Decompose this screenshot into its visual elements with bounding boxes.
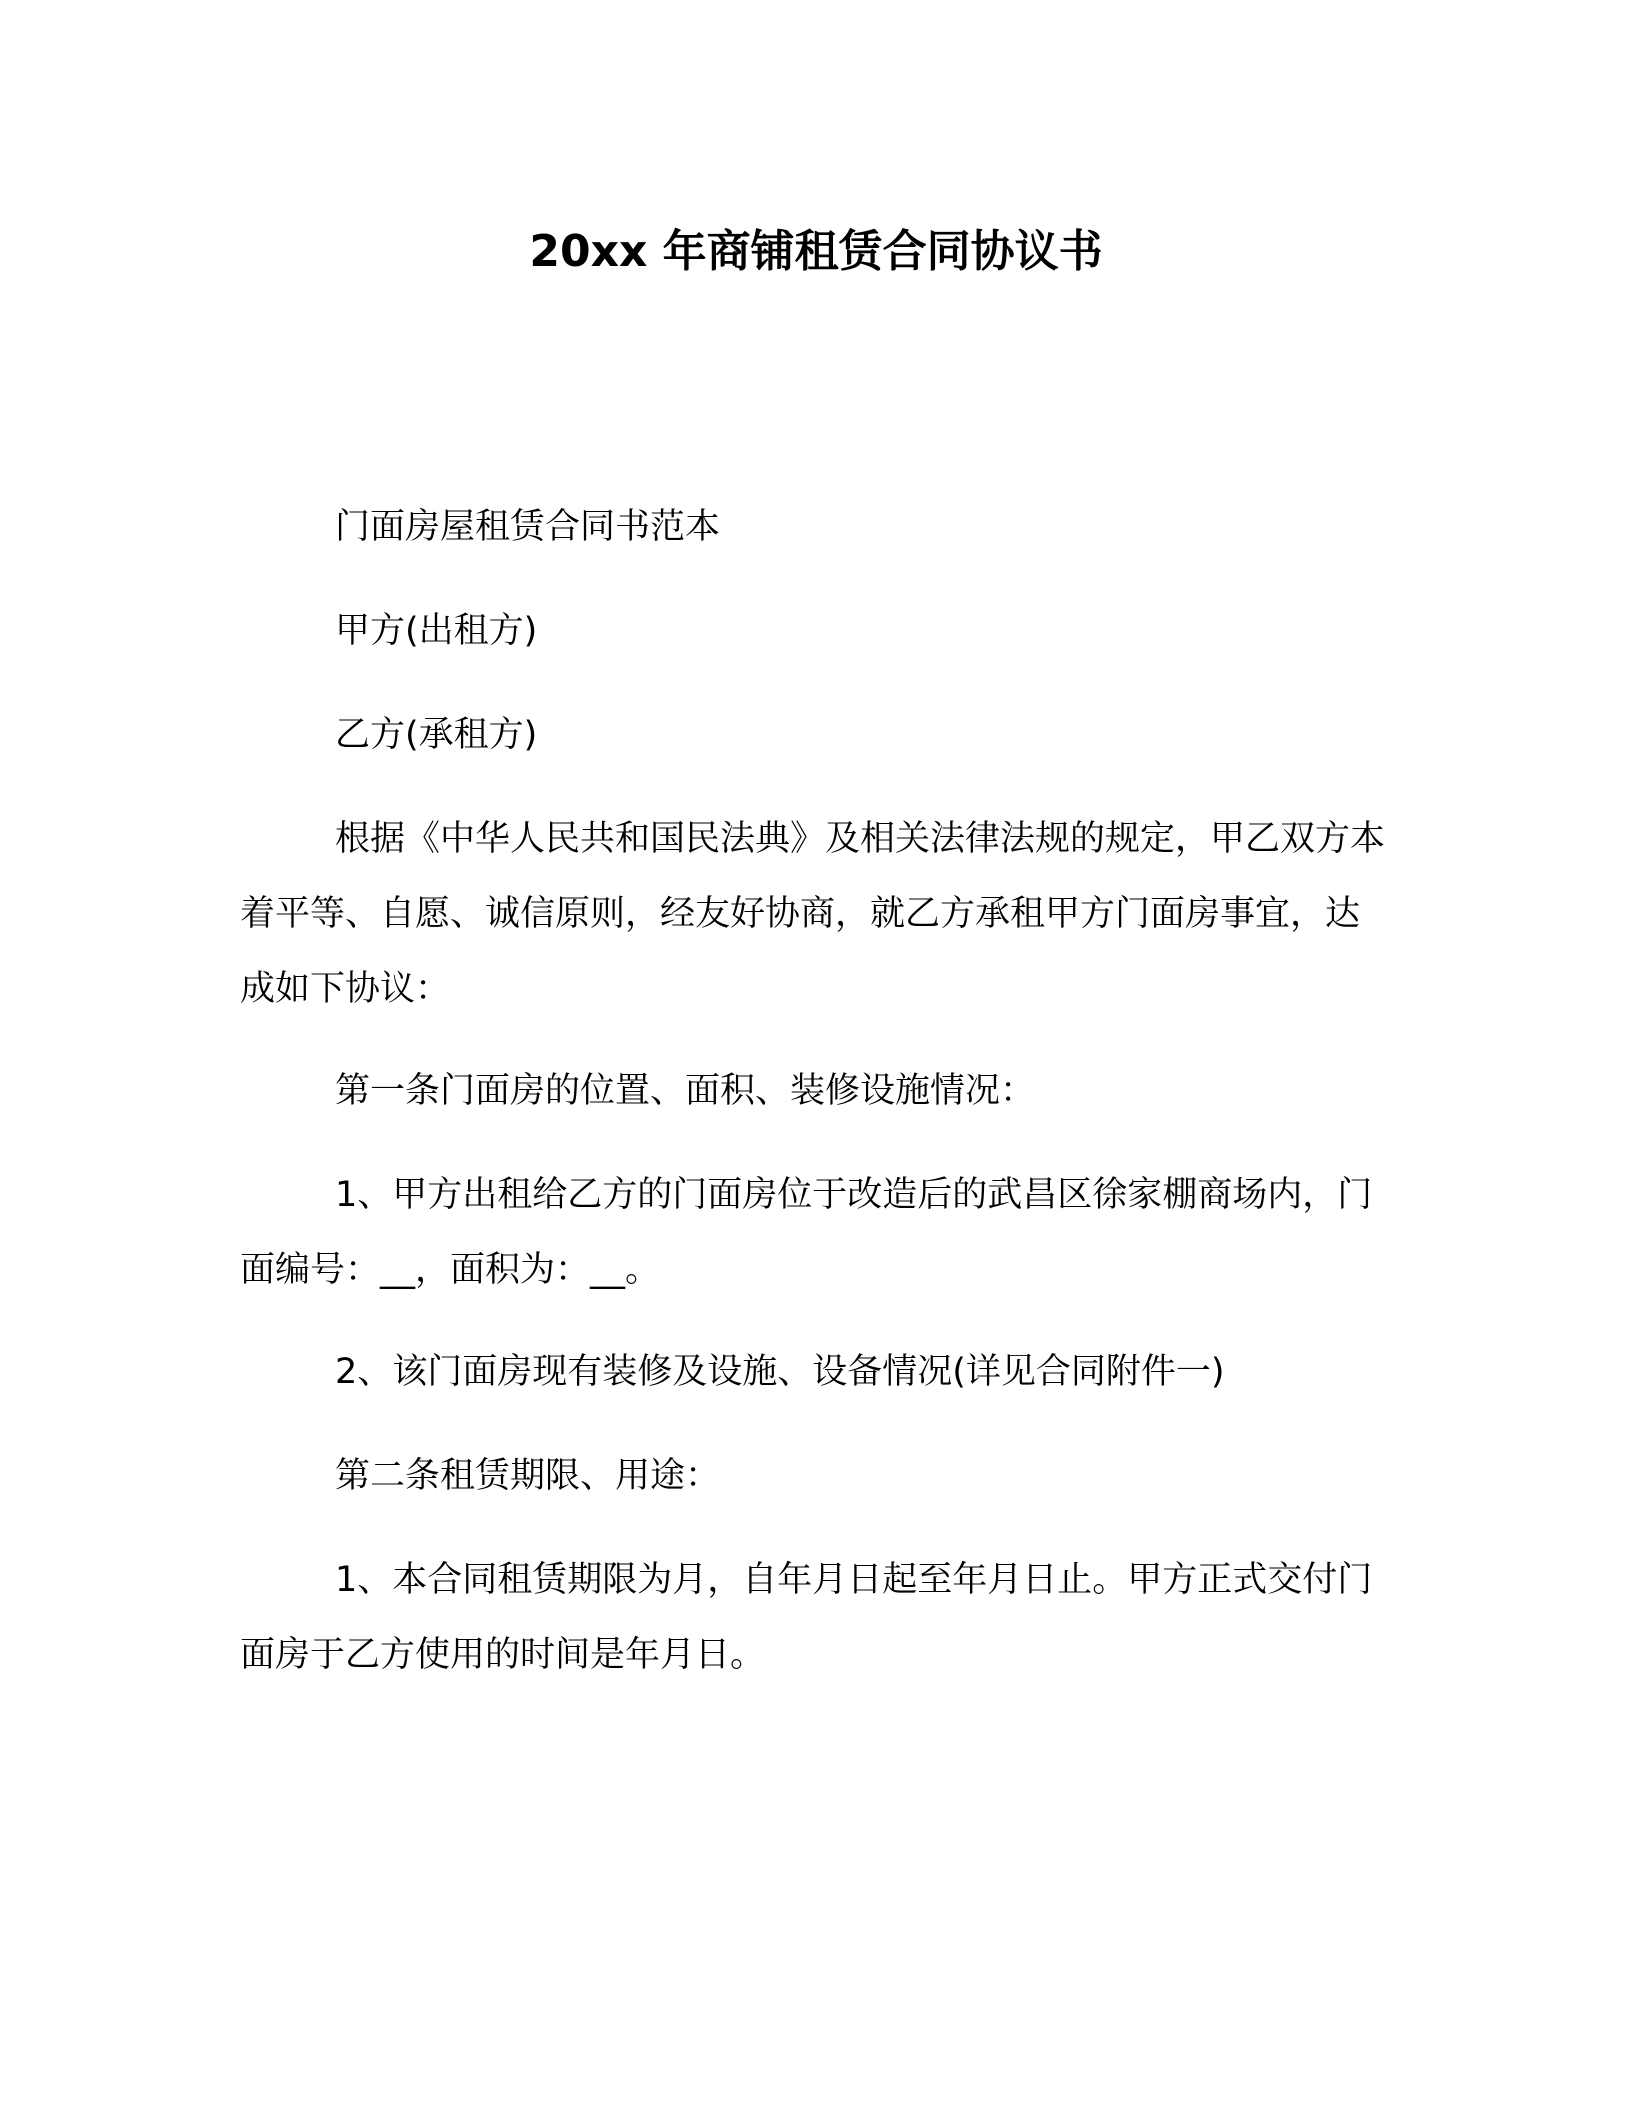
paragraph-party-b: 乙方(承租方) [335, 715, 538, 755]
paragraph-template-name: 门面房屋租赁合同书范本 [335, 507, 721, 547]
paragraph-article-1-item-1: 1、甲方出租给乙方的门面房位于改造后的武昌区徐家棚商场内，门面编号：__，面积为：__。 [240, 1175, 1373, 1290]
paragraph-article-2-item-1: 1、本合同租赁期限为月，自年月日起至年月日止。甲方正式交付门面房于乙方使用的时间是年月日。 [240, 1560, 1373, 1675]
paragraph-article-1-item-2: 2、该门面房现有装修及设施、设备情况(详见合同附件一) [335, 1352, 1225, 1392]
paragraph-article-1-heading: 第一条门面房的位置、面积、装修设施情况： [335, 1071, 1036, 1111]
paragraph-preamble: 根据《中华人民共和国民法典》及相关法律法规的规定，甲乙双方本着平等、自愿、诚信原则，经友好协商，就乙方承租甲方门面房事宜，达成如下协议： [240, 819, 1386, 1009]
document-title: 20xx 年商铺租赁合同协议书 [529, 226, 1103, 277]
paragraph-party-a: 甲方(出租方) [335, 611, 538, 651]
paragraph-article-2-heading: 第二条租赁期限、用途： [335, 1456, 721, 1496]
